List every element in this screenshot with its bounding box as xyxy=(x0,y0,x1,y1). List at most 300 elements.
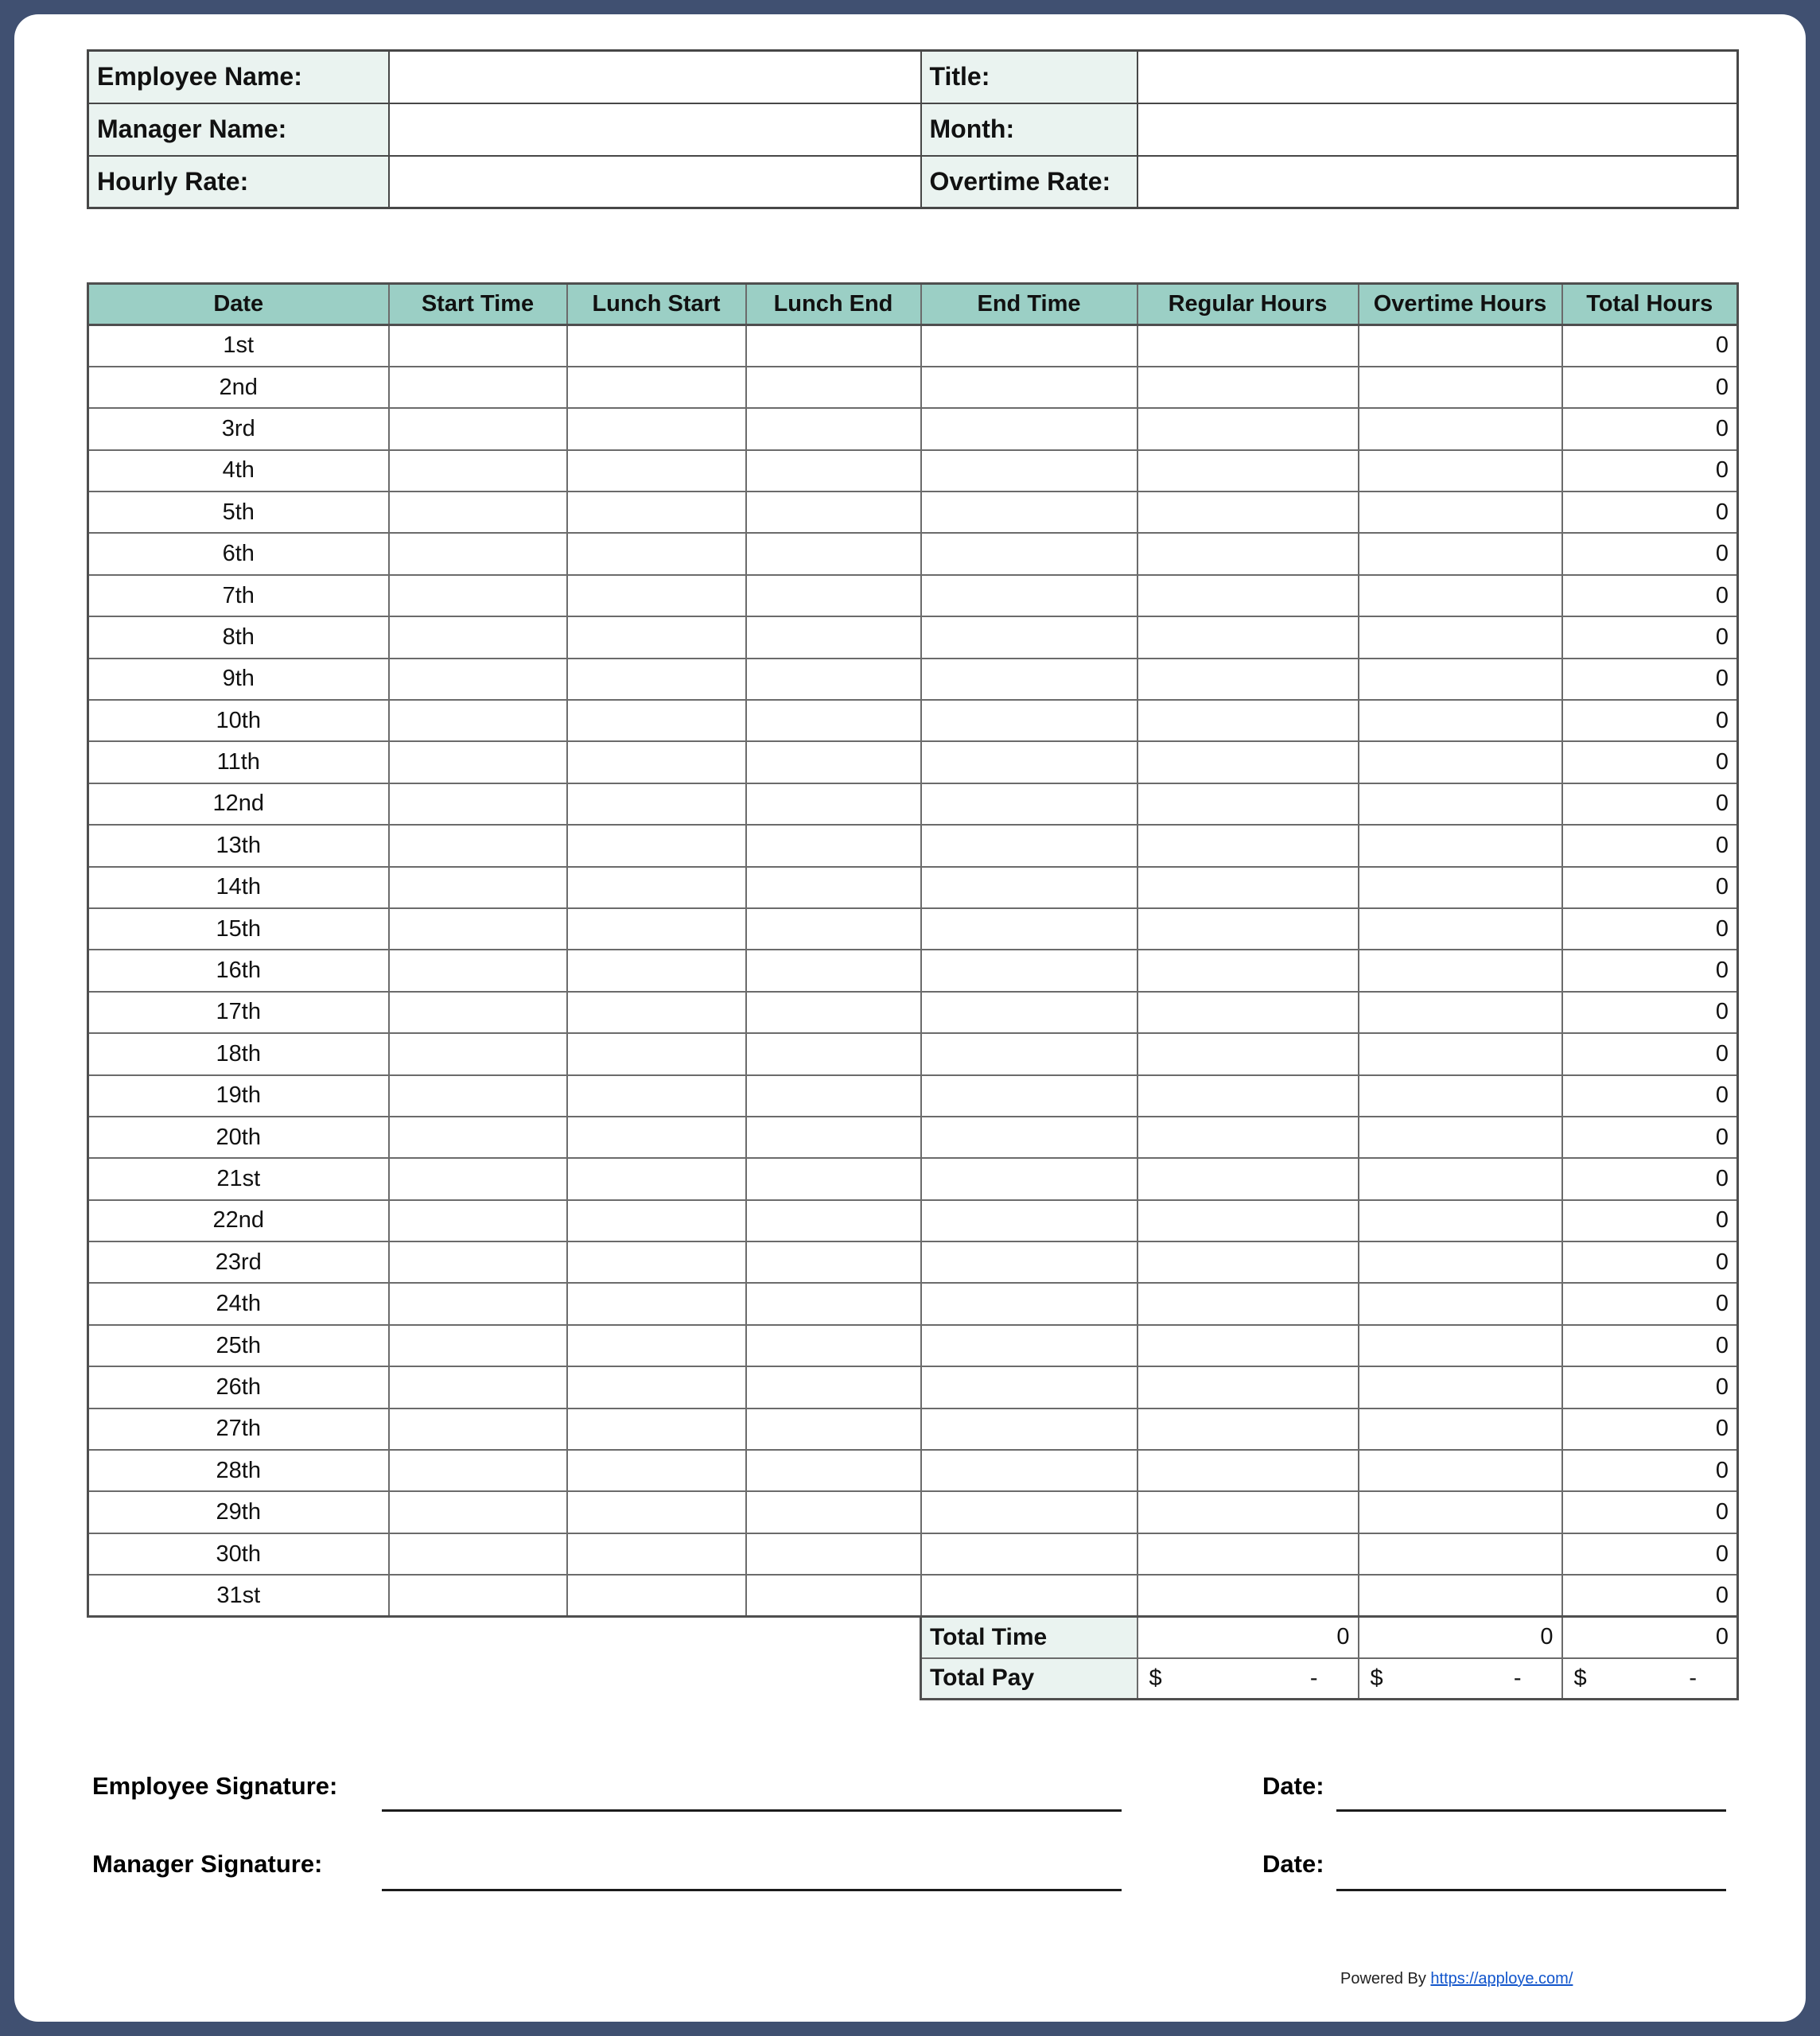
cell-overtime-hours[interactable] xyxy=(1359,1450,1562,1491)
cell-date: 13th xyxy=(88,825,389,866)
cell-lunch-end[interactable] xyxy=(746,616,921,658)
cell-overtime-hours[interactable] xyxy=(1359,783,1562,825)
cell-total-hours: 0 xyxy=(1562,533,1738,574)
cell-lunch-start[interactable] xyxy=(567,908,746,950)
cell-end-time[interactable] xyxy=(921,1200,1138,1241)
powered-by-text: Powered By xyxy=(1340,1970,1426,1987)
timesheet-table xyxy=(87,282,1739,1618)
cell-lunch-start[interactable] xyxy=(567,1533,746,1575)
info-row xyxy=(88,156,1738,208)
cell-regular-hours[interactable] xyxy=(1138,992,1359,1033)
cell-total-hours: 0 xyxy=(1562,659,1738,700)
manager-date-label: Date: xyxy=(1262,1850,1324,1878)
cell-date: 10th xyxy=(88,700,389,741)
cell-lunch-start[interactable] xyxy=(567,1075,746,1117)
cell-regular-hours[interactable] xyxy=(1138,1158,1359,1199)
timesheet-row xyxy=(88,533,1738,574)
totals-table xyxy=(920,1615,1739,1700)
cell-lunch-end[interactable] xyxy=(746,1366,921,1408)
cell-regular-hours[interactable] xyxy=(1138,700,1359,741)
info-label-left: Manager Name: xyxy=(88,103,389,156)
timesheet-row xyxy=(88,783,1738,825)
timesheet-row xyxy=(88,1158,1738,1199)
cell-start-time[interactable] xyxy=(389,1075,567,1117)
cell-end-time[interactable] xyxy=(921,1075,1138,1117)
cell-regular-hours[interactable] xyxy=(1138,1117,1359,1158)
cell-lunch-end[interactable] xyxy=(746,533,921,574)
cell-regular-hours[interactable] xyxy=(1138,867,1359,908)
timesheet-row xyxy=(88,408,1738,449)
timesheet-row xyxy=(88,1075,1738,1117)
cell-total-hours: 0 xyxy=(1562,1200,1738,1241)
cell-overtime-hours[interactable] xyxy=(1359,1075,1562,1117)
timesheet-row xyxy=(88,1325,1738,1366)
cell-date: 19th xyxy=(88,1075,389,1117)
cell-overtime-hours[interactable] xyxy=(1359,367,1562,408)
cell-lunch-start[interactable] xyxy=(567,1575,746,1616)
cell-start-time[interactable] xyxy=(389,1200,567,1241)
footer xyxy=(1340,1970,1573,1988)
cell-lunch-start[interactable] xyxy=(567,783,746,825)
cell-lunch-start[interactable] xyxy=(567,659,746,700)
cell-lunch-end[interactable] xyxy=(746,1200,921,1241)
cell-end-time[interactable] xyxy=(921,992,1138,1033)
cell-lunch-end[interactable] xyxy=(746,783,921,825)
cell-lunch-end[interactable] xyxy=(746,825,921,866)
cell-lunch-end[interactable] xyxy=(746,1158,921,1199)
employee-signature-line[interactable] xyxy=(382,1809,1122,1812)
cell-end-time[interactable] xyxy=(921,1533,1138,1575)
cell-date: 2nd xyxy=(88,367,389,408)
cell-total-hours: 0 xyxy=(1562,1075,1738,1117)
cell-lunch-start[interactable] xyxy=(567,1366,746,1408)
cell-lunch-end[interactable] xyxy=(746,867,921,908)
cell-start-time[interactable] xyxy=(389,1575,567,1616)
cell-lunch-end[interactable] xyxy=(746,1241,921,1283)
cell-lunch-end[interactable] xyxy=(746,1408,921,1450)
cell-start-time[interactable] xyxy=(389,408,567,449)
cell-lunch-start[interactable] xyxy=(567,992,746,1033)
cell-overtime-hours[interactable] xyxy=(1359,1158,1562,1199)
cell-total-hours: 0 xyxy=(1562,1450,1738,1491)
cell-end-time[interactable] xyxy=(921,1241,1138,1283)
cell-start-time[interactable] xyxy=(389,325,567,367)
cell-lunch-start[interactable] xyxy=(567,450,746,492)
cell-lunch-end[interactable] xyxy=(746,1450,921,1491)
cell-start-time[interactable] xyxy=(389,1241,567,1283)
total-time-overtime: 0 xyxy=(1359,1617,1562,1658)
timesheet-row xyxy=(88,950,1738,991)
cell-start-time[interactable] xyxy=(389,1533,567,1575)
cell-end-time[interactable] xyxy=(921,1117,1138,1158)
cell-regular-hours[interactable] xyxy=(1138,450,1359,492)
cell-end-time[interactable] xyxy=(921,575,1138,616)
total-time-label: Total Time xyxy=(921,1617,1138,1658)
currency-symbol: $ xyxy=(1573,1665,1587,1691)
total-time-total: 0 xyxy=(1562,1617,1738,1658)
cell-regular-hours[interactable] xyxy=(1138,908,1359,950)
cell-end-time[interactable] xyxy=(921,1366,1138,1408)
cell-overtime-hours[interactable] xyxy=(1359,408,1562,449)
cell-lunch-start[interactable] xyxy=(567,1450,746,1491)
col-header-lunch-start: Lunch Start xyxy=(567,284,746,325)
cell-date: 9th xyxy=(88,659,389,700)
cell-end-time[interactable] xyxy=(921,741,1138,783)
employee-date-label: Date: xyxy=(1262,1772,1324,1800)
info-label-right: Overtime Rate: xyxy=(921,156,1138,208)
cell-end-time[interactable] xyxy=(921,1325,1138,1366)
cell-regular-hours[interactable] xyxy=(1138,325,1359,367)
cell-total-hours: 0 xyxy=(1562,575,1738,616)
cell-lunch-end[interactable] xyxy=(746,908,921,950)
cell-end-time[interactable] xyxy=(921,1575,1138,1616)
cell-overtime-hours[interactable] xyxy=(1359,1200,1562,1241)
timesheet-row xyxy=(88,908,1738,950)
cell-start-time[interactable] xyxy=(389,1491,567,1533)
total-pay-regular xyxy=(1138,1658,1359,1700)
cell-end-time[interactable] xyxy=(921,616,1138,658)
cell-overtime-hours[interactable] xyxy=(1359,492,1562,533)
info-row xyxy=(88,103,1738,156)
timesheet-row xyxy=(88,575,1738,616)
cell-overtime-hours[interactable] xyxy=(1359,1366,1562,1408)
col-header-regular-hours: Regular Hours xyxy=(1138,284,1359,325)
total-time-row xyxy=(921,1617,1738,1658)
cell-end-time[interactable] xyxy=(921,1283,1138,1324)
cell-lunch-start[interactable] xyxy=(567,950,746,991)
cell-regular-hours[interactable] xyxy=(1138,1283,1359,1324)
cell-lunch-start[interactable] xyxy=(567,325,746,367)
cell-end-time[interactable] xyxy=(921,367,1138,408)
cell-date: 11th xyxy=(88,741,389,783)
cell-regular-hours[interactable] xyxy=(1138,1075,1359,1117)
cell-total-hours: 0 xyxy=(1562,1408,1738,1450)
cell-lunch-end[interactable] xyxy=(746,950,921,991)
timesheet-row xyxy=(88,825,1738,866)
info-value-right[interactable] xyxy=(1138,51,1738,103)
cell-overtime-hours[interactable] xyxy=(1359,659,1562,700)
cell-start-time[interactable] xyxy=(389,1158,567,1199)
cell-lunch-end[interactable] xyxy=(746,1491,921,1533)
timesheet-row xyxy=(88,1408,1738,1450)
cell-regular-hours[interactable] xyxy=(1138,1325,1359,1366)
cell-end-time[interactable] xyxy=(921,1408,1138,1450)
cell-start-time[interactable] xyxy=(389,1450,567,1491)
cell-regular-hours[interactable] xyxy=(1138,408,1359,449)
timesheet-row xyxy=(88,700,1738,741)
cell-regular-hours[interactable] xyxy=(1138,1241,1359,1283)
cell-start-time[interactable] xyxy=(389,950,567,991)
cell-start-time[interactable] xyxy=(389,492,567,533)
manager-date-line[interactable] xyxy=(1336,1889,1726,1891)
cell-lunch-end[interactable] xyxy=(746,325,921,367)
cell-overtime-hours[interactable] xyxy=(1359,825,1562,866)
cell-lunch-end[interactable] xyxy=(746,1283,921,1324)
cell-start-time[interactable] xyxy=(389,825,567,866)
cell-date: 7th xyxy=(88,575,389,616)
cell-total-hours: 0 xyxy=(1562,325,1738,367)
cell-lunch-end[interactable] xyxy=(746,408,921,449)
info-value-left[interactable] xyxy=(389,51,921,103)
cell-end-time[interactable] xyxy=(921,700,1138,741)
timesheet-row xyxy=(88,659,1738,700)
total-pay-regular-amount: - xyxy=(1309,1665,1318,1691)
cell-start-time[interactable] xyxy=(389,867,567,908)
cell-regular-hours[interactable] xyxy=(1138,1491,1359,1533)
cell-overtime-hours[interactable] xyxy=(1359,908,1562,950)
cell-lunch-end[interactable] xyxy=(746,1075,921,1117)
cell-total-hours: 0 xyxy=(1562,408,1738,449)
cell-end-time[interactable] xyxy=(921,1033,1138,1074)
cell-total-hours: 0 xyxy=(1562,1033,1738,1074)
cell-regular-hours[interactable] xyxy=(1138,367,1359,408)
cell-end-time[interactable] xyxy=(921,783,1138,825)
cell-regular-hours[interactable] xyxy=(1138,950,1359,991)
cell-date: 3rd xyxy=(88,408,389,449)
cell-total-hours: 0 xyxy=(1562,1283,1738,1324)
cell-overtime-hours[interactable] xyxy=(1359,1575,1562,1616)
col-header-overtime-hours: Overtime Hours xyxy=(1359,284,1562,325)
cell-start-time[interactable] xyxy=(389,367,567,408)
cell-overtime-hours[interactable] xyxy=(1359,950,1562,991)
cell-overtime-hours[interactable] xyxy=(1359,616,1562,658)
cell-overtime-hours[interactable] xyxy=(1359,575,1562,616)
cell-regular-hours[interactable] xyxy=(1138,741,1359,783)
cell-total-hours: 0 xyxy=(1562,1491,1738,1533)
cell-date: 23rd xyxy=(88,1241,389,1283)
cell-overtime-hours[interactable] xyxy=(1359,992,1562,1033)
cell-end-time[interactable] xyxy=(921,659,1138,700)
cell-lunch-end[interactable] xyxy=(746,1117,921,1158)
cell-lunch-start[interactable] xyxy=(567,700,746,741)
cell-start-time[interactable] xyxy=(389,450,567,492)
info-value-left[interactable] xyxy=(389,156,921,208)
cell-end-time[interactable] xyxy=(921,408,1138,449)
cell-overtime-hours[interactable] xyxy=(1359,1283,1562,1324)
cell-overtime-hours[interactable] xyxy=(1359,1033,1562,1074)
cell-end-time[interactable] xyxy=(921,1158,1138,1199)
cell-regular-hours[interactable] xyxy=(1138,1575,1359,1616)
timesheet-row xyxy=(88,450,1738,492)
cell-lunch-start[interactable] xyxy=(567,533,746,574)
cell-end-time[interactable] xyxy=(921,950,1138,991)
cell-start-time[interactable] xyxy=(389,908,567,950)
cell-end-time[interactable] xyxy=(921,533,1138,574)
cell-lunch-end[interactable] xyxy=(746,741,921,783)
cell-start-time[interactable] xyxy=(389,575,567,616)
cell-date: 31st xyxy=(88,1575,389,1616)
cell-lunch-end[interactable] xyxy=(746,700,921,741)
cell-overtime-hours[interactable] xyxy=(1359,1241,1562,1283)
timesheet-row xyxy=(88,325,1738,367)
cell-lunch-start[interactable] xyxy=(567,408,746,449)
cell-lunch-start[interactable] xyxy=(567,1491,746,1533)
cell-date: 21st xyxy=(88,1158,389,1199)
cell-lunch-start[interactable] xyxy=(567,1158,746,1199)
cell-lunch-end[interactable] xyxy=(746,1575,921,1616)
employee-date-line[interactable] xyxy=(1336,1809,1726,1812)
cell-lunch-start[interactable] xyxy=(567,1325,746,1366)
cell-date: 28th xyxy=(88,1450,389,1491)
col-header-lunch-end: Lunch End xyxy=(746,284,921,325)
timesheet-row xyxy=(88,1241,1738,1283)
cell-total-hours: 0 xyxy=(1562,700,1738,741)
cell-regular-hours[interactable] xyxy=(1138,659,1359,700)
cell-lunch-start[interactable] xyxy=(567,1117,746,1158)
cell-start-time[interactable] xyxy=(389,783,567,825)
cell-lunch-start[interactable] xyxy=(567,1033,746,1074)
total-pay-row xyxy=(921,1658,1738,1700)
manager-signature-line[interactable] xyxy=(382,1889,1122,1891)
cell-lunch-end[interactable] xyxy=(746,1533,921,1575)
cell-start-time[interactable] xyxy=(389,741,567,783)
cell-lunch-start[interactable] xyxy=(567,1200,746,1241)
cell-date: 16th xyxy=(88,950,389,991)
cell-total-hours: 0 xyxy=(1562,1366,1738,1408)
cell-start-time[interactable] xyxy=(389,700,567,741)
cell-date: 18th xyxy=(88,1033,389,1074)
info-value-right[interactable] xyxy=(1138,103,1738,156)
cell-regular-hours[interactable] xyxy=(1138,1366,1359,1408)
currency-symbol: $ xyxy=(1370,1665,1383,1691)
cell-lunch-start[interactable] xyxy=(567,1283,746,1324)
cell-date: 12nd xyxy=(88,783,389,825)
cell-start-time[interactable] xyxy=(389,616,567,658)
cell-end-time[interactable] xyxy=(921,825,1138,866)
cell-regular-hours[interactable] xyxy=(1138,783,1359,825)
info-value-left[interactable] xyxy=(389,103,921,156)
cell-total-hours: 0 xyxy=(1562,1533,1738,1575)
cell-start-time[interactable] xyxy=(389,1325,567,1366)
col-header-end-time: End Time xyxy=(921,284,1138,325)
cell-overtime-hours[interactable] xyxy=(1359,450,1562,492)
timesheet-row xyxy=(88,1033,1738,1074)
cell-start-time[interactable] xyxy=(389,1033,567,1074)
total-pay-total-amount: - xyxy=(1689,1665,1697,1691)
cell-date: 17th xyxy=(88,992,389,1033)
cell-lunch-end[interactable] xyxy=(746,992,921,1033)
cell-date: 6th xyxy=(88,533,389,574)
cell-lunch-end[interactable] xyxy=(746,450,921,492)
cell-lunch-end[interactable] xyxy=(746,575,921,616)
cell-regular-hours[interactable] xyxy=(1138,1450,1359,1491)
cell-start-time[interactable] xyxy=(389,1117,567,1158)
cell-lunch-end[interactable] xyxy=(746,1325,921,1366)
timesheet-row xyxy=(88,1200,1738,1241)
cell-lunch-start[interactable] xyxy=(567,616,746,658)
info-label-right: Month: xyxy=(921,103,1138,156)
apploye-link[interactable]: https://apploye.com/ xyxy=(1430,1970,1573,1987)
manager-signature-label: Manager Signature: xyxy=(92,1850,323,1878)
cell-end-time[interactable] xyxy=(921,325,1138,367)
cell-total-hours: 0 xyxy=(1562,783,1738,825)
cell-total-hours: 0 xyxy=(1562,1575,1738,1616)
info-label-right: Title: xyxy=(921,51,1138,103)
total-pay-overtime xyxy=(1359,1658,1562,1700)
cell-overtime-hours[interactable] xyxy=(1359,1491,1562,1533)
cell-total-hours: 0 xyxy=(1562,450,1738,492)
cell-regular-hours[interactable] xyxy=(1138,533,1359,574)
cell-start-time[interactable] xyxy=(389,1408,567,1450)
employee-info-table xyxy=(87,49,1739,209)
info-value-right[interactable] xyxy=(1138,156,1738,208)
cell-lunch-end[interactable] xyxy=(746,659,921,700)
cell-start-time[interactable] xyxy=(389,659,567,700)
cell-lunch-start[interactable] xyxy=(567,367,746,408)
cell-overtime-hours[interactable] xyxy=(1359,1408,1562,1450)
cell-end-time[interactable] xyxy=(921,1491,1138,1533)
cell-total-hours: 0 xyxy=(1562,1325,1738,1366)
cell-end-time[interactable] xyxy=(921,492,1138,533)
cell-regular-hours[interactable] xyxy=(1138,492,1359,533)
total-pay-overtime-amount: - xyxy=(1513,1665,1522,1691)
cell-overtime-hours[interactable] xyxy=(1359,1325,1562,1366)
cell-overtime-hours[interactable] xyxy=(1359,533,1562,574)
info-row xyxy=(88,51,1738,103)
cell-end-time[interactable] xyxy=(921,450,1138,492)
timesheet-row xyxy=(88,1117,1738,1158)
cell-regular-hours[interactable] xyxy=(1138,1200,1359,1241)
cell-lunch-start[interactable] xyxy=(567,1408,746,1450)
cell-date: 26th xyxy=(88,1366,389,1408)
col-header-total-hours: Total Hours xyxy=(1562,284,1738,325)
cell-overtime-hours[interactable] xyxy=(1359,325,1562,367)
cell-end-time[interactable] xyxy=(921,867,1138,908)
cell-overtime-hours[interactable] xyxy=(1359,700,1562,741)
cell-start-time[interactable] xyxy=(389,1283,567,1324)
cell-date: 29th xyxy=(88,1491,389,1533)
cell-end-time[interactable] xyxy=(921,1450,1138,1491)
cell-lunch-start[interactable] xyxy=(567,1241,746,1283)
cell-date: 5th xyxy=(88,492,389,533)
cell-lunch-start[interactable] xyxy=(567,492,746,533)
timesheet-row xyxy=(88,992,1738,1033)
currency-symbol: $ xyxy=(1149,1665,1162,1691)
col-header-start-time: Start Time xyxy=(389,284,567,325)
cell-date: 8th xyxy=(88,616,389,658)
cell-overtime-hours[interactable] xyxy=(1359,1533,1562,1575)
timesheet-row xyxy=(88,492,1738,533)
cell-regular-hours[interactable] xyxy=(1138,616,1359,658)
cell-total-hours: 0 xyxy=(1562,1158,1738,1199)
cell-lunch-start[interactable] xyxy=(567,867,746,908)
cell-regular-hours[interactable] xyxy=(1138,575,1359,616)
timesheet-row xyxy=(88,1450,1738,1491)
cell-regular-hours[interactable] xyxy=(1138,825,1359,866)
cell-total-hours: 0 xyxy=(1562,992,1738,1033)
cell-lunch-end[interactable] xyxy=(746,1033,921,1074)
cell-start-time[interactable] xyxy=(389,1366,567,1408)
cell-overtime-hours[interactable] xyxy=(1359,1117,1562,1158)
cell-lunch-start[interactable] xyxy=(567,741,746,783)
cell-lunch-start[interactable] xyxy=(567,575,746,616)
cell-overtime-hours[interactable] xyxy=(1359,867,1562,908)
cell-date: 22nd xyxy=(88,1200,389,1241)
cell-regular-hours[interactable] xyxy=(1138,1408,1359,1450)
cell-lunch-end[interactable] xyxy=(746,492,921,533)
cell-lunch-start[interactable] xyxy=(567,825,746,866)
timesheet-row xyxy=(88,1283,1738,1324)
cell-total-hours: 0 xyxy=(1562,741,1738,783)
cell-overtime-hours[interactable] xyxy=(1359,741,1562,783)
cell-start-time[interactable] xyxy=(389,992,567,1033)
cell-start-time[interactable] xyxy=(389,533,567,574)
cell-regular-hours[interactable] xyxy=(1138,1033,1359,1074)
cell-lunch-end[interactable] xyxy=(746,367,921,408)
cell-end-time[interactable] xyxy=(921,908,1138,950)
info-label-left: Hourly Rate: xyxy=(88,156,389,208)
cell-regular-hours[interactable] xyxy=(1138,1533,1359,1575)
